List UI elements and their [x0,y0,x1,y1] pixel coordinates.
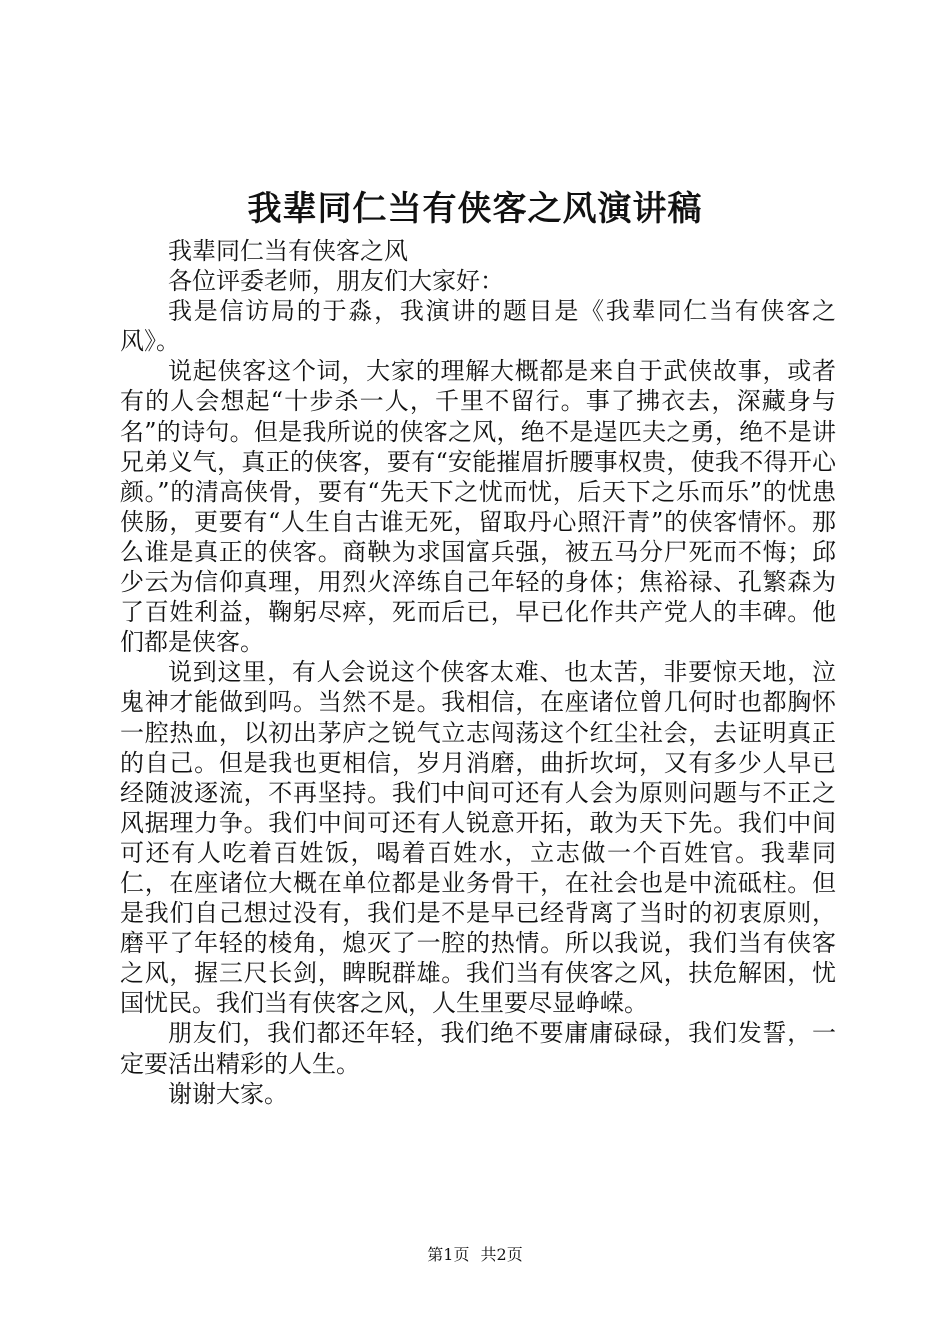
paragraph-greeting: 各位评委老师，朋友们大家好： [168,267,504,296]
paragraph-body-1: 说起侠客这个词，大家的理解大概都是来自于武侠故事，或者有的人会想起“十步杀一人，千里不留行。事了拂衣去，深藏身与名”的诗句。但是我所说的侠客之风，绝不是逞匹夫之勇，绝不是讲兄弟义气，真正的侠客，要有“安能摧眉折腰事权贵，使我不得开心颜。”的清高侠骨，要有“先天下之忧而忧，后天下之乐而乐”的忧患侠肠，更要有“人生自古谁无死，留取丹心照汗青”的侠客情怀。那么谁是真正的侠客。商鞅为求国富兵强，被五马分尸死而不悔；邱少云为信仰真理，用烈火淬练自己年轻的身体；焦裕禄、孔繁森为了百姓利益，鞠躬尽瘁，死而后已，早已化作共产党人的丰碑。他们都是侠客。 [120,357,836,657]
paragraph-heading: 我辈同仁当有侠客之风 [168,237,408,265]
paragraph-closing: 朋友们，我们都还年轻，我们绝不要庸庸碌碌，我们发誓，一定要活出精彩的人生。 [120,1019,836,1078]
page-total: 共2页 [480,1245,523,1264]
paragraph-thanks: 谢谢大家。 [168,1079,288,1108]
document-title: 我辈同仁当有侠客之风演讲稿 [247,189,703,229]
page-footer [0,1243,950,1267]
paragraph-body-2: 说到这里，有人会说这个侠客太难、也太苦，非要惊天地，泣鬼神才能做到吗。当然不是。我相信，在座诸位曾几何时也都胸怀一腔热血，以初出茅庐之锐气立志闯荡这个红尘社会，去证明真正的自己。但是我也更相信，岁月消磨，曲折坎坷，又有多少人早已经随波逐流，不再坚持。我们中间可还有人会为原则问题与不正之风据理力争。我们中间可还有人锐意开拓，敢为天下先。我们中间可还有人吃着百姓饭，喝着百姓水，立志做一个百姓官。我辈同仁，在座诸位大概在单位都是业务骨干，在社会也是中流砥柱。但是我们自己想过没有，我们是不是早已经背离了当时的初衷原则，磨平了年轻的棱角，熄灭了一腔的热情。所以我说，我们当有侠客之风，握三尺长剑，睥睨群雄。我们当有侠客之风，扶危解困，忧国忧民。我们当有侠客之风，人生里要尽显峥嵘。 [120,658,836,1018]
page-number: 第1页 [427,1245,470,1264]
paragraph-intro: 我是信访局的于淼，我演讲的题目是《我辈同仁当有侠客之风》。 [120,297,836,356]
document-body [120,236,836,1109]
